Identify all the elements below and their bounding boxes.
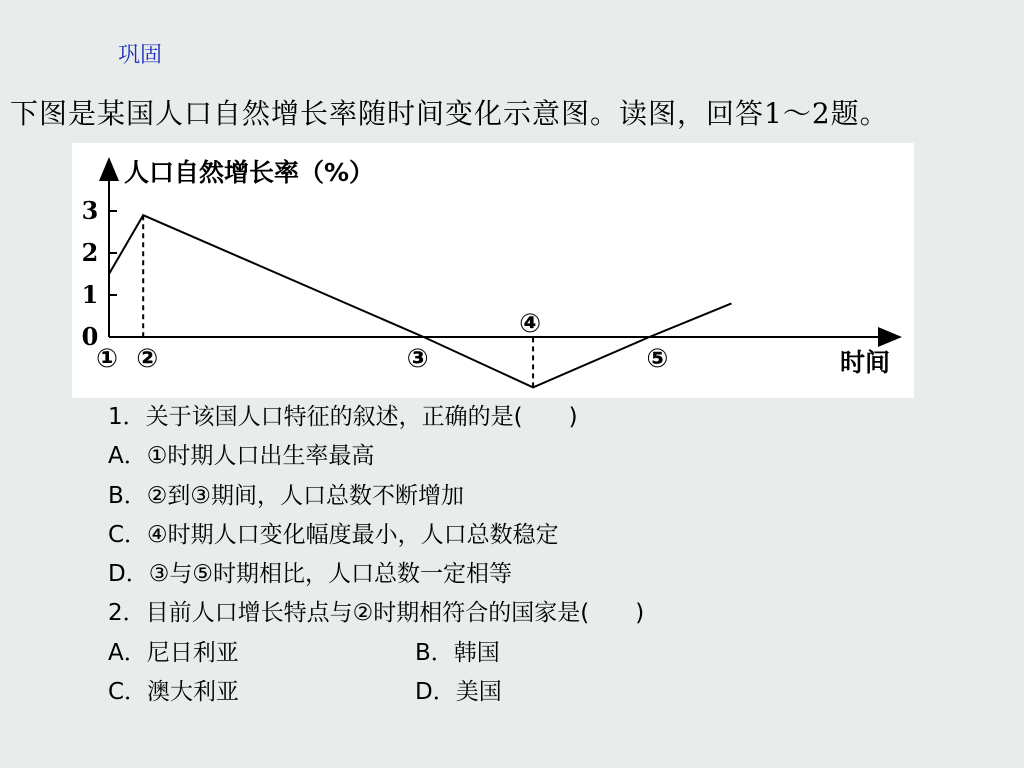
question-list <box>108 398 644 712</box>
line-chart <box>72 143 914 398</box>
section-heading: 巩固 <box>118 43 163 68</box>
chart-figure <box>72 143 914 398</box>
question-2-option-b: B．韩国 <box>415 639 500 666</box>
question-2-options-row-2 <box>108 673 644 712</box>
question-1-option-c: C．④时期人口变化幅度最小，人口总数稳定 <box>108 521 559 548</box>
question-1-option-b: B．②到③期间，人口总数不断增加 <box>108 482 465 509</box>
y-tick-label: 3 <box>81 196 99 225</box>
question-1-option-d: D．③与⑤时期相比，人口总数一定相等 <box>108 561 512 588</box>
y-tick-label: 0 <box>81 322 99 351</box>
point-label-5: ⑤ <box>646 344 669 374</box>
question-2-options-row-1 <box>108 634 644 673</box>
point-label-3: ③ <box>406 344 429 374</box>
question-1-stem: 1．关于该国人口特征的叙述，正确的是( ) <box>108 404 578 430</box>
question-2-option-a: A．尼日利亚 <box>108 639 239 666</box>
intro-text: 下图是某国人口自然增长率随时间变化示意图。读图，回答1～2题。 <box>10 97 889 130</box>
y-tick-label: 1 <box>81 280 99 309</box>
question-2-stem: 2．目前人口增长特点与②时期相符合的国家是( ) <box>108 600 645 627</box>
x-axis-label: 时间 <box>839 348 891 377</box>
point-label-1: ① <box>95 344 119 374</box>
question-2-option-c: C．澳大利亚 <box>108 679 240 706</box>
point-label-2: ② <box>136 344 159 374</box>
question-1-option-a: A．①时期人口出生率最高 <box>108 443 375 470</box>
y-tick-label: 2 <box>81 238 99 267</box>
point-label-4: ④ <box>519 309 542 339</box>
question-2-option-d: D．美国 <box>415 679 502 706</box>
y-axis-label: 人口自然增长率（%） <box>124 158 375 187</box>
